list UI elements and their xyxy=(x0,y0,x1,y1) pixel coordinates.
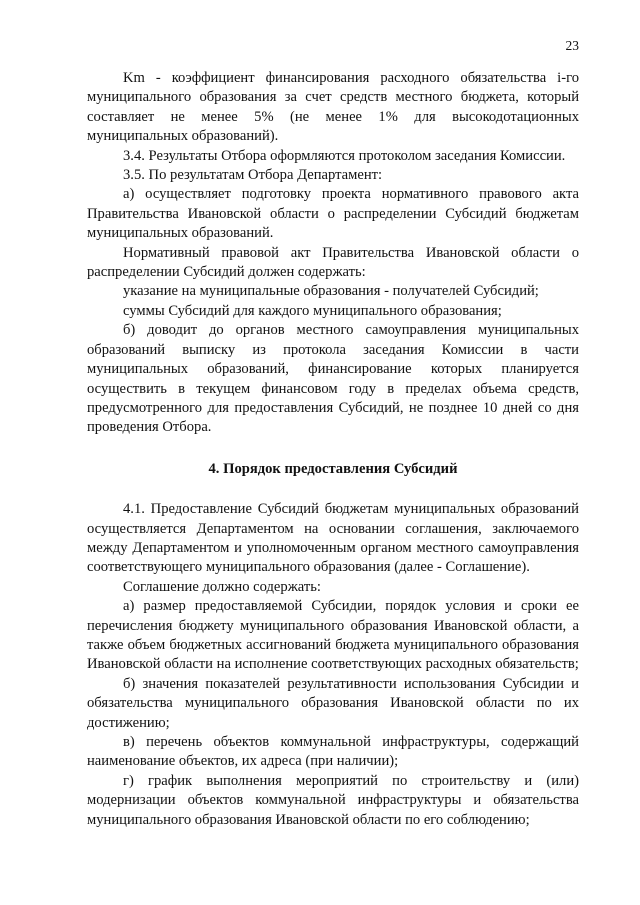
paragraph-3-4: 3.4. Результаты Отбора оформляются протоколом заседания Комиссии. xyxy=(123,147,566,164)
section-4-heading: 4. Порядок предоставления Субсидий xyxy=(208,460,458,477)
paragraph-recipients: указание на муниципальные образования - получателей Субсидий; xyxy=(123,283,539,300)
paragraph-4-v: в) перечень объектов коммунальной инфраструктуры, содержащий наименование объектов, их адреса (при наличии); xyxy=(87,734,579,770)
document-body xyxy=(87,69,579,830)
paragraph-4-g: г) график выполнения мероприятий по строительству и (или) модернизации объектов коммунальной инфраструктуры и обязательства муниципального образования Ивановской области по его соблюдению; xyxy=(87,772,579,828)
page-number: 23 xyxy=(565,38,579,53)
paragraph-agreement-contents: Соглашение должно содержать: xyxy=(123,578,321,595)
paragraph-3-5-b: б) доводит до органов местного самоуправления муниципальных образований выписку из протокола заседания Комиссии в части муниципальных образований, финансирование которых планируется осуществить в текущем финансовом году в пределах объема средств, предусмотренного для предоставления Субсидий, не позднее 10 дней со дня проведения Отбора. xyxy=(87,322,579,436)
paragraph-amounts: суммы Субсидий для каждого муниципального образования; xyxy=(123,302,502,319)
paragraph-3-5: 3.5. По результатам Отбора Департамент: xyxy=(123,167,383,184)
paragraph-4-b: б) значения показателей результативности использования Субсидии и обязательства муниципального образования Ивановской области по их достижению; xyxy=(87,675,579,731)
paragraph-3-5-a: а) осуществляет подготовку проекта нормативного правового акта Правительства Ивановской области о распределении Субсидий бюджетам муниципальных образований. xyxy=(87,186,579,242)
paragraph-4-1: 4.1. Предоставление Субсидий бюджетам муниципальных образований осуществляется Департаментом на основании соглашения, заключаемого между Департаментом и уполномоченным органом местного самоуправления соответствующего муниципального образования (далее - Соглашение). xyxy=(87,501,579,576)
paragraph-4-a: а) размер предоставляемой Субсидии, порядок условия и сроки ее перечисления бюджету муниципального образования Ивановской области, а также объем бюджетных ассигнований бюджета муниципального образования Ивановской области на исполнение соответствующих расходных обязательств; xyxy=(87,598,579,673)
paragraph-km-coefficient: Km - коэффициент финансирования расходного обязательства i-го муниципального образования за счет средств местного бюджета, который составляет не менее 5% (не менее 1% для высокодотационных муниципальных образований). xyxy=(87,70,579,145)
paragraph-legal-act: Нормативный правовой акт Правительства Ивановской области о распределении Субсидий должен содержать: xyxy=(87,244,579,281)
